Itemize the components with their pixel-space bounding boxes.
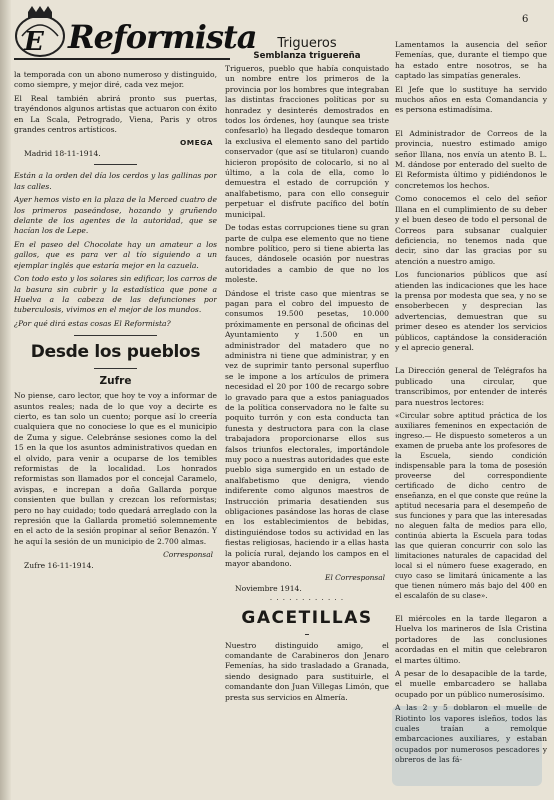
divider (74, 335, 157, 336)
italic-paragraph: ¿Por qué dirá estas cosas El Reformista? (14, 318, 171, 328)
masthead (14, 6, 257, 64)
dateline: Noviembre 1914. (235, 583, 302, 593)
paragraph: Lamentamos la ausencia del señor Femenías, que, durante el tiempo que ha estado entre nosotros, se ha captado las simpatías generales. (395, 40, 547, 81)
ornament-divider: · · · · · · · · · · · · (269, 595, 345, 604)
paragraph: la temporada con un abono numeroso y distinguido, como siempre, y mejor diré, cada vez mejor. (14, 70, 217, 90)
paragraph: Los funcionarios públicos que así atienden las indicaciones que les hace la prensa por modesta que sea, y no se ensoberbecen y desprecian las advertencias, demuestran que su primer deseo es atender los servicios públicos, captándose la consideración y el aprecio general. (395, 270, 547, 352)
dateline: Zufre 16-11-1914. (24, 561, 94, 571)
paragraph: La Dirección general de Telégrafos ha publicado una circular, que transcribimos, por entender de interés para nuestros lectores: (395, 366, 547, 407)
paragraph: El Administrador de Correos de la provincia, nuestro estimado amigo señor Illana, nos envía un atento B. L. M. dándose por enterado del suelto de El Reformista último y pidiéndonos le concretemos los hechos. (395, 128, 547, 190)
section-title: Desde los pueblos (30, 342, 201, 363)
paragraph: Como conocemos el celo del señor Illana en el cumplimiento de su deber y el buen deseo de todo el personal de Correos para subsanar cualquier deficiencia, no tenemos nada que decir, sino dar las gracias por su atención a nuestro amigo. (395, 194, 547, 266)
paragraph: No piense, caro lector, que hoy te voy a informar de asuntos reales; nada de lo que voy a decirte es cierto, es tan solo un cuento; porque así lo creería cualquiera que no conociese lo que es el municipio de Zuma y sigue. Celebránse sesiones como la del 15 en la que los asuntos administrativos quedan en el olvido, para venir a ocuparse de los temibles reformistas de la localidad. Los honrados reformistas son llamados por el concejal Caramelo, avispas, e increpan a doña Gallarda porque consienten que bullan y crezcan los reformistas; pero no hay cuidado; todo quedará arreglado con la represión que la Gallarda prometió solemnemente en el acto de la sesión propinar al señor Benazón. Y he aquí la sesión de un municipio de 2.700 almas. (14, 391, 217, 546)
paragraph: El Real también abrirá pronto sus puertas, trayéndonos algunos artistas que actuaron con éxito en La Scala, Petrogrado, Viena, Paris y otros grandes centros artísticos. (14, 93, 217, 135)
signature-omega: OMEGA (180, 138, 213, 148)
signature-corresponsal: Corresponsal (163, 550, 213, 560)
paragraph: Dándose el triste caso que mientras se pagan para el cobro del impuesto de consumos 19.500 pesetas, 10.000 próximamente en personal de oficinas del Ayuntamiento y 1.500 en un administrador del matadero que no administra ni tiene que administrar, y en vez de suprimir tanto personal superfluo se le impone a los artículos de primera necesidad el 20 por 100 de recargo sobre lo gravado para que a estos paniaguados de la política conservadora no le falte su poquito turrón y con esta conducta tan funesta y destructora para con la clase trabajadora proporcionarse ellos sus falsos triunfos electorales, importándole muy poco a nuestras autoridades que este pueblo siga sumergido en un estado de analfabetismo que denigra, viendo indiferente como algunos maestros de Instrucción primaria desatienden sus obligaciones pasándose las horas de clase en los establecimientos de bebidas, distinguiéndose todos su actividad en las fiestas religiosas, haciendo ir a ellas hasta la policía rural, dejando los campos en el mayor abandono. (225, 288, 389, 569)
italic-paragraph: Están a la orden del día los cerdos y las gallinas por las calles. (14, 171, 217, 191)
article-title: Trigueros (277, 36, 337, 51)
library-stamp-watermark (392, 706, 542, 786)
paragraph: Nuestro distinguido amigo, el comandante de Carabineros don Jenaro Femenías, ha sido trasladado a Granada, siendo designado para sustituirle, el comandante don Juan Villegas Limón, que presta sus servicios en Almería. (225, 640, 389, 702)
article-subtitle: Semblanza triguereña (253, 51, 361, 61)
subsection-title: Zufre (99, 375, 132, 388)
page-number: 6 (522, 14, 529, 25)
svg-text:E: E (24, 27, 44, 57)
column-1 (14, 70, 217, 790)
divider (94, 368, 137, 369)
paragraph: El Jefe que lo sustituye ha servido muchos años en esta Comandancia y es persona estimadísima. (395, 84, 547, 115)
signature-corresponsal: El Corresponsal (325, 572, 385, 582)
masthead-title: Reformista (68, 18, 257, 56)
masthead-rule (14, 58, 230, 60)
page-fold-shadow (0, 0, 11, 800)
paragraph: Trigueros, pueblo que había conquistado un nombre entre los primeros de la provincia por los hombres que integraban las distintas fracciones políticas por su honradez y desinterés demostrados en todos los órdenes, hoy (aunque sea triste confesarlo) ha llegado desdeque tomaron la exclusiva el elemento sano del partido conservador (que así se titularon) cuando hicieron propósito de colocarlo, si no al último, a la cola de ella, como lo demuestra el estado de corrupción y analfabetismo, para con ello conseguir perpetuar el disfrute pacífico del botín municipal. (225, 64, 389, 219)
paragraph: «Circular sobre aptitud práctica de los auxiliares femeninos en expectación de ingreso.— He dispuesto someteros a un examen de prueba ante los profesores de la Escuela, siendo condición indispensable para la toma de posesión proveerse del correspondiente certificado de dicho centro de enseñanza, en el que conste que reúne la aptitud necesaria para el desempeño de sus funciones y para que las interesadas no aleguen falta de medios para ello, continúa abierta la Escuela para todas las que quieran concurrir con solo las limitaciones naturales de capacidad del local si el número fuese exagerado, en cuyo caso se limitará únicamente a las que tienen número más bajo del 400 en el escalafón de su clase». (395, 411, 547, 600)
paragraph: A las 2 y 5 doblaron el muelle de Riotinto los vapores isleños, todos las cuales traían a remolque embarcaciones auxiliares, y estaban ocupados por numerosos pescadores y obreros de las fá- (395, 703, 547, 765)
divider (305, 634, 309, 635)
section-title: GACETILLAS (241, 607, 373, 628)
paragraph: De todas estas corrupciones tiene su gran parte de culpa ese elemento que no tiene nombre político, pero si tiene abierta las fauces, dándosele ocasión por nuestras autoridades a cambio de que no los moleste. (225, 223, 389, 285)
divider (94, 164, 137, 165)
paragraph: A pesar de lo desapacible de la tarde, el muelle embarcadero se hallaba ocupado por un público numerosísimo. (395, 669, 547, 699)
crest-icon (14, 6, 70, 58)
italic-paragraph: Con todo esto y los solares sin edificar, los carros de la basura sin cubrir y la estadística que pone a Huelva a la cabeza de las defunciones por tuberculosis, vivimos en el mejor de los mundos. (14, 274, 217, 315)
column-2 (225, 32, 389, 792)
paragraph: El miércoles en la tarde llegaron a Huelva los marineros de Isla Cristina portadores de las conclusiones acordadas en el mitin que celebraron el martes último. (395, 614, 547, 665)
italic-paragraph: Ayer hemos visto en la plaza de la Merced cuatro de los primeros paseándose, hozando y gruñendo delante de los agentes de la autoridad, que se hacían los de Lepe. (14, 195, 217, 236)
dateline: Madrid 18-11-1914. (24, 149, 101, 159)
italic-paragraph: En el paseo del Chocolate hay un amateur a los gallos, que es para ver al tío siguiendo a un ejemplar inglés que estaría mejor en la cazuela. (14, 239, 217, 270)
column-3 (395, 40, 547, 792)
